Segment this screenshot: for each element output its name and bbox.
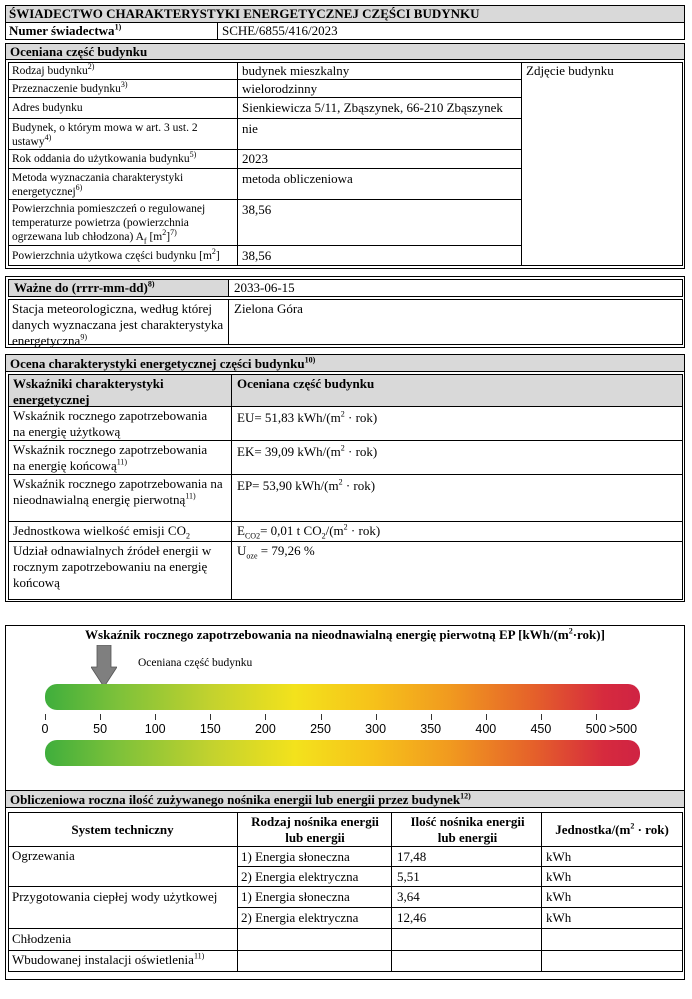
ep-scale-bar-bottom xyxy=(45,740,640,766)
ep-scale-tick-mark xyxy=(321,714,322,720)
certificate-title: ŚWIADECTWO CHARAKTERYSTYKI ENERGETYCZNEJ CZĘŚCI BUDYNKU xyxy=(9,6,480,21)
valid-until-value-cell xyxy=(228,279,683,297)
table-row: 1) Energia słoneczna xyxy=(241,889,350,904)
label-adres: Adres budynku xyxy=(12,102,83,114)
building-photo-label: Zdjęcie budynku xyxy=(526,63,614,78)
label-ep: Wskaźnik rocznego zapotrzebowania na nieodnawialną energię pierwotną$^{11)}$ xyxy=(13,476,223,507)
ep-scale-tick-label: >500 xyxy=(608,722,638,736)
table-row: 2) Energia elektryczna xyxy=(241,869,359,884)
ep-scale-tick-label: 400 xyxy=(475,722,497,736)
ep-scale-tick-mark xyxy=(541,714,542,720)
ep-scale-tick-label: 350 xyxy=(420,722,442,736)
header-jednostka: Jednostka/$(m^2 \cdot rok)$ xyxy=(555,821,669,837)
ep-scale-tick-mark xyxy=(100,714,101,720)
ep-marker-label: Oceniana część budynku xyxy=(138,657,253,669)
ep-scale-tick-mark xyxy=(596,714,597,720)
label-metoda: Metoda wyznaczania charakterystyki energetycznej$^{6)}$ xyxy=(12,172,184,198)
value-adres: Sienkiewicza 5/11, Zbąszynek, 66-210 Zbąszynek xyxy=(242,100,503,115)
value-co2: $E_{CO2}= 0,01$ t $CO_2/(m^2 \cdot rok)$ xyxy=(237,522,381,541)
label-przeznaczenie: Przeznaczenie budynku$^{3)}$ xyxy=(12,80,128,95)
ep-scale-tick-label: 450 xyxy=(530,722,552,736)
value-col-header: Oceniana część budynku xyxy=(237,376,375,391)
table-row: 17,48 xyxy=(397,849,427,864)
table-row: kWh xyxy=(546,910,572,925)
label-ek: Wskaźnik rocznego zapotrzebowania na energię końcową$^{11)}$ xyxy=(13,442,208,473)
value-powierzchnia-reg: 38,56 xyxy=(242,202,272,217)
label-co2: Jednostkowa wielkość emisji $CO_2$ xyxy=(13,523,190,541)
energy-carrier-title: Obliczeniowa roczna ilość zużywanego nośnika energii lub energii przez budynek$^{12)}$ xyxy=(10,791,471,807)
system-oswietlenie: Wbudowanej instalacji oświetlenia$^{11)}$ xyxy=(12,951,205,967)
system-ogrzewanie: Ogrzewania xyxy=(12,848,75,863)
label-eu: Wskaźnik rocznego zapotrzebowania na energię użytkową xyxy=(13,408,208,439)
section-building-part-title: Oceniana część budynku xyxy=(10,44,148,59)
ep-scale-tick-label: 250 xyxy=(310,722,331,736)
value-rok: 2023 xyxy=(242,151,268,166)
value-ep: EP= 53,90 kWh/$(m^2 \cdot rok)$ xyxy=(237,477,376,493)
ep-scale-title: Wskaźnik rocznego zapotrzebowania na nieodnawialną energię pierwotną EP $[kWh/(m^2\cdot rok)]$ xyxy=(85,626,605,642)
value-art3: nie xyxy=(242,121,258,136)
value-eu: EU= 51,83 kWh/$(m^2 \cdot rok)$ xyxy=(237,409,378,425)
ep-scale-tick-mark xyxy=(431,714,432,720)
value-przeznaczenie: wielorodzinny xyxy=(242,81,318,96)
station-value: Zielona Góra xyxy=(234,301,303,316)
ep-scale-tick-label: 0 xyxy=(41,722,49,736)
cert-number-label: Numer świadectwa$^{1)}$ xyxy=(9,22,122,38)
value-metoda: metoda obliczeniowa xyxy=(242,171,353,186)
table-row: 12,46 xyxy=(397,910,427,925)
system-cwu: Przygotowania ciepłej wody użytkowej xyxy=(12,889,218,904)
label-art3: Budynek, o którym mowa w art. 3 ust. 2 ustawy$^{4)}$ xyxy=(12,122,198,148)
label-oze: Udział odnawialnych źródeł energii w rocznym zapotrzebowaniu na energię końcową xyxy=(13,543,212,590)
ep-scale-tick-mark xyxy=(210,714,211,720)
value-powierzchnia-uz: 38,56 xyxy=(242,248,272,263)
section-energy-assessment-title: Ocena charakterystyki energetycznej części budynku$^{10)}$ xyxy=(10,355,316,371)
header-ilosc: Ilość nośnika energii lub energii xyxy=(410,814,525,845)
system-chlodzenie: Chłodzenia xyxy=(12,931,72,946)
cert-number-value: SCHE/6855/416/2023 xyxy=(222,23,338,38)
table-row: kWh xyxy=(546,869,572,884)
table-row: kWh xyxy=(546,849,572,864)
ep-scale-tick-mark xyxy=(265,714,266,720)
label-powierzchnia-uz: Powierzchnia użytkowa części budynku $[m^2]$ xyxy=(12,247,220,262)
valid-until-value: 2033-06-15 xyxy=(234,280,295,295)
ep-scale-bar-top xyxy=(45,684,640,710)
header-rodzaj: Rodzaj nośnika energii lub energii xyxy=(251,814,379,845)
table-row: 5,51 xyxy=(397,869,420,884)
station-label: Stacja meteorologiczna, według której danych wyznaczana jest charakterystyka energetyczna$^{9)}$ xyxy=(12,301,224,348)
indicator-col-header: Wskaźniki charakterystyki energetycznej xyxy=(13,376,164,407)
valid-until-label: Ważne do (rrrr-mm-dd)$^{8)}$ xyxy=(14,279,155,295)
header-system: System techniczny xyxy=(71,822,174,837)
building-photo-cell xyxy=(521,62,683,266)
table-row: 3,64 xyxy=(397,889,420,904)
ep-scale-tick-mark xyxy=(376,714,377,720)
ep-scale-tick-label: 200 xyxy=(254,722,276,736)
ep-scale-tick-label: 50 xyxy=(93,722,108,736)
value-rodzaj: budynek mieszkalny xyxy=(242,63,350,78)
ep-marker-arrow-icon xyxy=(91,645,117,687)
label-rok: Rok oddania do użytkowania budynku$^{5)}$ xyxy=(12,150,197,165)
ep-scale-tick-label: 500 xyxy=(585,722,607,736)
ep-scale-tick-label: 300 xyxy=(365,722,387,736)
table-row: 2) Energia elektryczna xyxy=(241,910,359,925)
value-ek: EK= 39,09 kWh/$(m^2 \cdot rok)$ xyxy=(237,443,378,459)
ep-scale-tick-label: 100 xyxy=(144,722,166,736)
table-row: kWh xyxy=(546,889,572,904)
label-rodzaj: Rodzaj budynku$^{2)}$ xyxy=(12,62,95,77)
ep-scale-tick-mark xyxy=(45,714,46,720)
value-oze: $U_{oze} = 79,26$ % xyxy=(237,543,315,561)
ep-scale-tick-label: 150 xyxy=(199,722,221,736)
ep-scale-tick-mark xyxy=(486,714,487,720)
ep-scale-tick-mark xyxy=(155,714,156,720)
table-row: 1) Energia słoneczna xyxy=(241,849,350,864)
label-powierzchnia-reg: Powierzchnia pomieszczeń o regulowanej temperaturze powietrza (powierzchnia ogrzewana lub chłodzona) $A_f$ $[m^2]^{7)}$ xyxy=(12,203,206,246)
